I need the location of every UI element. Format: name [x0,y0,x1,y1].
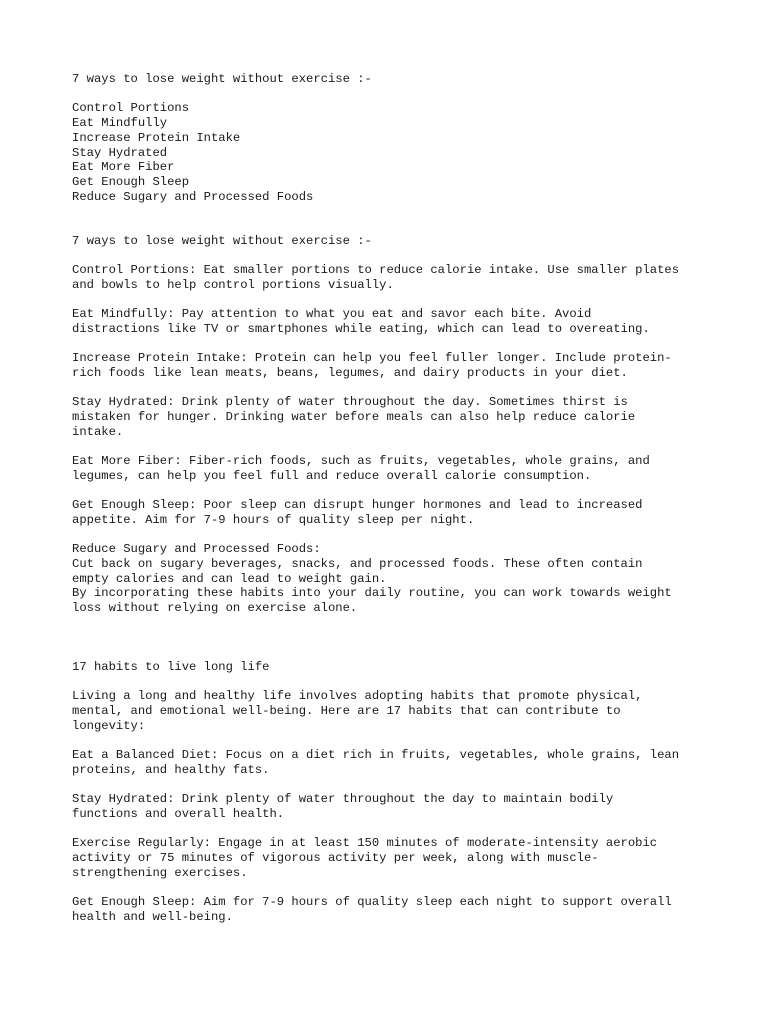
paragraph-line: mistaken for hunger. Drinking water before meals can also help reduce calorie [72,410,636,425]
paragraph-stay-hydrated [72,395,712,439]
paragraph-line: Eat a Balanced Diet: Focus on a diet rich in fruits, vegetables, whole grains, lean [72,748,680,763]
spacer [72,293,712,308]
spacer [72,439,712,454]
spacer [72,248,712,263]
spacer [72,528,712,543]
paragraph-line: mental, and emotional well-being. Here are 17 habits that can contribute to [72,704,621,719]
paragraph-more-fiber [72,454,712,483]
spacer [72,645,712,660]
spacer [72,616,712,645]
weight-short-item: Stay Hydrated [72,145,168,160]
weight-short-item: Control Portions [72,101,190,116]
paragraph-line: strengthening exercises. [72,865,248,880]
spacer [72,381,712,396]
paragraph-line: and bowls to help control portions visually. [72,277,394,292]
paragraph-reduce-sugary [72,542,712,616]
paragraph-line: functions and overall health. [72,806,285,821]
paragraph-control-portions [72,263,712,292]
spacer [72,733,712,748]
paragraph-line: distractions like TV or smartphones while eating, which can lead to overeating. [72,321,650,336]
paragraph-habit-hydrated [72,792,712,821]
weight-long-title: 7 ways to lose weight without exercise :- [72,233,372,248]
paragraph-line: Exercise Regularly: Engage in at least 150 minutes of moderate-intensity aerobic [72,836,658,851]
spacer [72,484,712,499]
paragraph-line: activity or 75 minutes of vigorous activity per week, along with muscle- [72,851,599,866]
paragraph-line: rich foods like lean meats, beans, legumes, and dairy products in your diet. [72,365,628,380]
paragraph-habit-sleep [72,895,712,924]
paragraph-line: Control Portions: Eat smaller portions to reduce calorie intake. Use smaller plates [72,263,680,278]
paragraph-line: Stay Hydrated: Drink plenty of water throughout the day. Sometimes thirst is [72,395,628,410]
paragraph-balanced-diet [72,748,712,777]
paragraph-enough-sleep [72,498,712,527]
paragraph-line: Living a long and healthy life involves adopting habits that promote physical, [72,689,643,704]
spacer [72,204,712,233]
weight-short-item: Eat Mindfully [72,116,168,131]
spacer [72,337,712,352]
paragraph-exercise-regularly [72,836,712,880]
paragraph-line: Cut back on sugary beverages, snacks, and processed foods. These often contain [72,557,643,572]
weight-short-item: Increase Protein Intake [72,130,241,145]
spacer [72,880,712,895]
paragraph-line: intake. [72,424,124,439]
weight-short-item: Eat More Fiber [72,160,175,175]
paragraph-protein-intake [72,351,712,380]
paragraph-line: empty calories and can lead to weight gain. [72,571,387,586]
paragraph-line: loss without relying on exercise alone. [72,601,358,616]
paragraph-line: Stay Hydrated: Drink plenty of water throughout the day to maintain bodily [72,792,614,807]
paragraph-line: By incorporating these habits into your daily routine, you can work towards weight [72,586,672,601]
weight-short-item: Get Enough Sleep [72,174,190,189]
spacer [72,87,712,102]
weight-short-item: Reduce Sugary and Processed Foods [72,189,314,204]
spacer [72,675,712,690]
paragraph-line: longevity: [72,718,146,733]
paragraph-line: legumes, can help you feel full and reduce overall calorie consumption. [72,468,592,483]
paragraph-habits-intro [72,689,712,733]
document-page [72,72,712,925]
paragraph-eat-mindfully [72,307,712,336]
paragraph-line: Increase Protein Intake: Protein can help you feel fuller longer. Include protein- [72,351,672,366]
weight-short-title: 7 ways to lose weight without exercise :- [72,72,372,86]
spacer [72,778,712,793]
paragraph-line: appetite. Aim for 7-9 hours of quality sleep per night. [72,512,475,527]
paragraph-line: health and well-being. [72,909,233,924]
paragraph-line: Get Enough Sleep: Aim for 7-9 hours of quality sleep each night to support overall [72,895,672,910]
spacer [72,822,712,837]
habits-title: 17 habits to live long life [72,659,270,674]
paragraph-line: Eat Mindfully: Pay attention to what you eat and savor each bite. Avoid [72,307,592,322]
paragraph-line: Reduce Sugary and Processed Foods: [72,542,321,557]
paragraph-line: proteins, and healthy fats. [72,762,270,777]
paragraph-line: Get Enough Sleep: Poor sleep can disrupt hunger hormones and lead to increased [72,498,643,513]
paragraph-line: Eat More Fiber: Fiber-rich foods, such as fruits, vegetables, whole grains, and [72,454,650,469]
